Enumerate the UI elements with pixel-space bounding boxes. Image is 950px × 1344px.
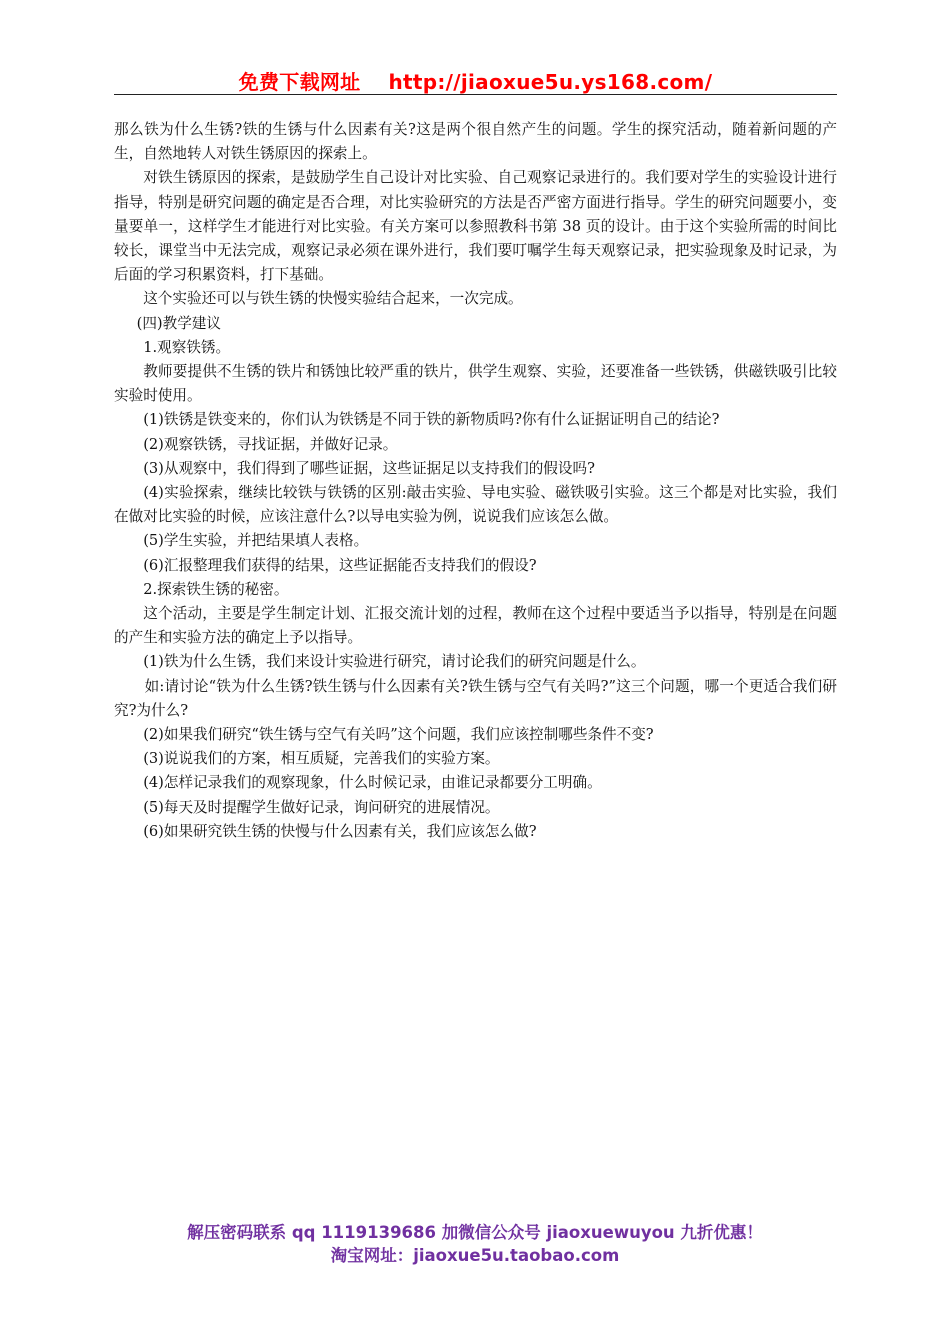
paragraph: 那么铁为什么生锈?铁的生锈与什么因素有关?这是两个很自然产生的问题。学生的探究活动，随着新问题的产生，自然地转人对铁生锈原因的探索上。 bbox=[114, 121, 837, 163]
paragraph: 这个活动，主要是学生制定计划、汇报交流计划的过程，教师在这个过程中要适当予以指导，特别是在问题的产生和实验方法的确定上予以指导。 bbox=[114, 605, 837, 647]
list-item: (2)如果我们研究“铁生锈与空气有关吗”这个问题，我们应该控制哪些条件不变? bbox=[143, 726, 654, 744]
list-item: (6)汇报整理我们获得的结果，这些证据能否支持我们的假设? bbox=[143, 556, 537, 574]
list-item: (4)实验探索，继续比较铁与铁锈的区别:敲击实验、导电实验、磁铁吸引实验。这三个都是对比实验，我们在做对比实验的时候，应该注意什么?以导电实验为例，说说我们应该怎么做。 bbox=[114, 484, 837, 526]
footer-contact-line: 解压密码联系 qq 1119139686 加微信公众号 jiaoxuewuyou 九折优惠！ bbox=[187, 1223, 763, 1242]
paragraph: 对铁生锈原因的探索，是鼓励学生自己设计对比实验、自己观察记录进行的。我们要对学生的实验设计进行指导，特别是研究问题的确定是否合理，对比实验研究的方法是否严密方面进行指导。学生的研究问题要小，变量要单一，这样学生才能进行对比实验。有关方案可以参照教科书第 38 页的设计。由于这个实验所需的时间比较长，课堂当中无法完成，观察记录必须在课外进行，我们要叮嘱学生每天观察记录，把实验现象及时记录，为后面的学习积累资料，打下基础。 bbox=[114, 169, 837, 284]
list-item: (3)说说我们的方案，相互质疑，完善我们的实验方案。 bbox=[143, 750, 500, 768]
paragraph: 这个实验还可以与铁生锈的快慢实验结合起来，一次完成。 bbox=[143, 290, 523, 308]
paragraph: 教师要提供不生锈的铁片和锈蚀比较严重的铁片，供学生观察、实验，还要准备一些铁锈，供磁铁吸引比较实验时使用。 bbox=[114, 363, 837, 405]
header-label: 免费下载网址 bbox=[238, 70, 361, 94]
list-item: (5)学生实验，并把结果填人表格。 bbox=[143, 532, 369, 550]
list-item: (5)每天及时提醒学生做好记录，询问研究的进展情况。 bbox=[143, 798, 500, 816]
page-header bbox=[114, 66, 837, 95]
list-item: (6)如果研究铁生锈的快慢与什么因素有关，我们应该怎么做? bbox=[143, 822, 537, 840]
list-item: (2)观察铁锈，寻找证据，并做好记录。 bbox=[143, 435, 398, 453]
footer-shop-link[interactable]: 淘宝网址：jiaoxue5u.taobao.com bbox=[330, 1246, 620, 1265]
list-item: (1)铁锈是铁变来的，你们认为铁锈是不同于铁的新物质吗?你有什么证据证明自己的结论? bbox=[143, 411, 720, 429]
subsection-heading: 1.观察铁锈。 bbox=[143, 338, 231, 356]
paragraph: 如:请讨论“铁为什么生锈?铁生锈与什么因素有关?铁生锈与空气有关吗?”这三个问题，哪一个更适合我们研究?为什么? bbox=[114, 677, 837, 719]
subsection-heading: 2.探索铁生锈的秘密。 bbox=[143, 580, 289, 598]
list-item: (4)怎样记录我们的观察现象，什么时候记录，由谁记录都要分工明确。 bbox=[143, 774, 602, 792]
section-heading: (四)教学建议 bbox=[136, 314, 221, 332]
header-url-link[interactable]: http://jiaoxue5u.ys168.com/ bbox=[388, 70, 713, 94]
list-item: (3)从观察中，我们得到了哪些证据，这些证据足以支持我们的假设吗? bbox=[143, 459, 595, 477]
document-body bbox=[114, 118, 837, 844]
list-item: (1)铁为什么生锈，我们来设计实验进行研究，请讨论我们的研究问题是什么。 bbox=[143, 653, 646, 671]
